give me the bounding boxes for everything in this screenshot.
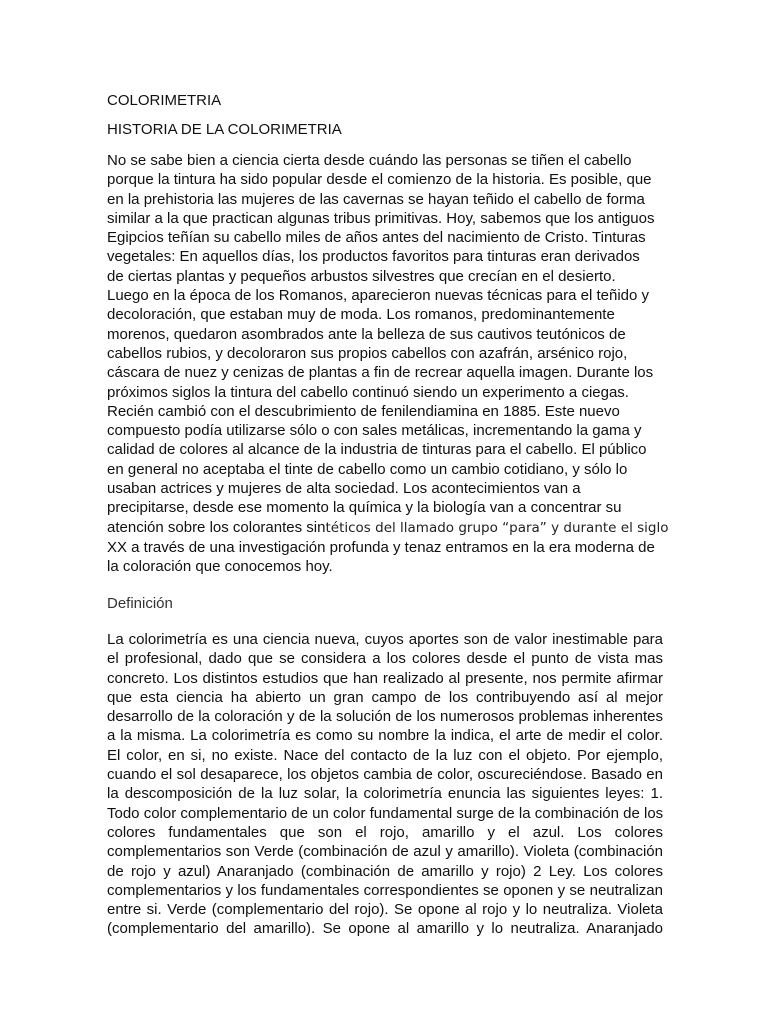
definition-line: desarrollo de la coloración y de la solución de los numerosos problemas inherentes — [107, 708, 663, 726]
history-line: Egipcios teñían su cabello miles de años antes del nacimiento de Cristo. Tinturas — [107, 229, 646, 247]
definition-line: colores fundamentales que son el rojo, amarillo y el azul. Los colores — [107, 823, 663, 841]
history-line-mixed-font — [107, 518, 667, 538]
definition-line: la descomposición de la luz solar, la colorimetría enuncia las siguientes leyes: 1. — [107, 785, 663, 803]
definition-line: El color, en si, no existe. Nace del contacto de la luz con el objeto. Por ejemplo, — [107, 746, 663, 764]
definition-line: de rojo y azul) Anaranjado (combinación de amarillo y rojo) 2 Ley. Los colores — [107, 862, 663, 880]
history-line: la coloración que conocemos hoy. — [107, 558, 333, 576]
definition-line: que esta ciencia ha abierto un gran campo de los contribuyendo así al mejor — [107, 688, 663, 706]
history-line: cabellos rubios, y decoloraron sus propios cabellos con azafrán, arsénico rojo, — [107, 344, 628, 362]
section-heading-history: HISTORIA DE LA COLORIMETRIA — [107, 121, 342, 138]
definition-line: La colorimetría es una ciencia nueva, cuyos aportes son de valor inestimable para — [107, 631, 663, 648]
history-line: calidad de colores al alcance de la industria de tinturas para el cabello. El público — [107, 441, 647, 459]
history-line-part: atención sobre los colorantes sin — [107, 518, 326, 536]
definition-line: cuando el sol desaparece, los objetos cambia de color, oscureciéndose. Basado en — [107, 766, 663, 784]
history-line: precipitarse, desde ese momento la química y la biología van a concentrar su — [107, 499, 622, 517]
definition-line: el profesional, dado que se considera a los colores desde el punto de vista mas — [107, 650, 663, 668]
history-line: decoloración, que estaban muy de moda. Los romanos, predominantemente — [107, 306, 615, 324]
history-line: próximos siglos la tintura del cabello continuó siendo un experimento a ciegas. — [107, 383, 629, 401]
definition-line: Todo color complementario de un color fundamental surge de la combinación de los — [107, 804, 664, 822]
history-line: de ciertas plantas y pequeños arbustos silvestres que crecían en el desierto. — [107, 267, 616, 285]
definition-line: a la misma. La colorimetría es como su nombre la indica, el arte de medir el color. — [107, 727, 663, 745]
history-line: XX a través de una investigación profunda y tenaz entramos en la era moderna de — [107, 538, 655, 556]
history-line: usaban actrices y mujeres de alta sociedad. Los acontecimientos van a — [107, 480, 581, 498]
history-line: No se sabe bien a ciencia cierta desde cuándo las personas se tiñen el cabello — [107, 152, 632, 169]
definition-line: complementarios son Verde (combinación de azul y amarillo). Violeta (combinación — [107, 843, 663, 861]
definition-line: (complementario del amarillo). Se opone al amarillo y lo neutraliza. Anaranjado — [107, 920, 663, 938]
history-line-part-alt-font: téticos del llamado grupo “para” y durante el siglo — [325, 519, 669, 536]
section-heading-definition: Definición — [107, 595, 173, 612]
document-title: COLORIMETRIA — [107, 92, 222, 109]
history-paragraph — [107, 151, 667, 577]
history-line: porque la tintura ha sido popular desde el comienzo de la historia. Es posible, que — [107, 171, 652, 189]
history-line: similar a la que practican algunas tribus primitivas. Hoy, sabemos que los antiguos — [107, 209, 655, 227]
history-line: Luego en la época de los Romanos, aparecieron nuevas técnicas para el teñido y — [107, 287, 650, 305]
history-line: vegetales: En aquellos días, los productos favoritos para tinturas eran derivados — [107, 248, 640, 266]
history-line: cáscara de nuez y cenizas de plantas a fin de recrear aquella imagen. Durante los — [107, 364, 654, 382]
definition-paragraph — [107, 630, 663, 939]
history-line: Recién cambió con el descubrimiento de fenilendiamina en 1885. Este nuevo — [107, 402, 620, 420]
history-line: en la prehistoria las mujeres de las cavernas se hayan teñido el cabello de forma — [107, 190, 645, 208]
definition-line: entre si. Verde (complementario del rojo). Se opone al rojo y lo neutraliza. Violeta — [107, 901, 663, 919]
history-line: compuesto podía utilizarse sólo o con sales metálicas, incrementando la gama y — [107, 422, 642, 440]
definition-line: concreto. Los distintos estudios que han realizado al presente, nos permite afirmar — [107, 669, 663, 687]
definition-line: complementarios y los fundamentales correspondientes se oponen y se neutralizan — [107, 881, 663, 899]
history-line: morenos, quedaron asombrados ante la belleza de sus cautivos teutónicos de — [107, 325, 626, 343]
history-line: en general no aceptaba el tinte de cabello como un cambio cotidiano, y sólo lo — [107, 460, 628, 478]
